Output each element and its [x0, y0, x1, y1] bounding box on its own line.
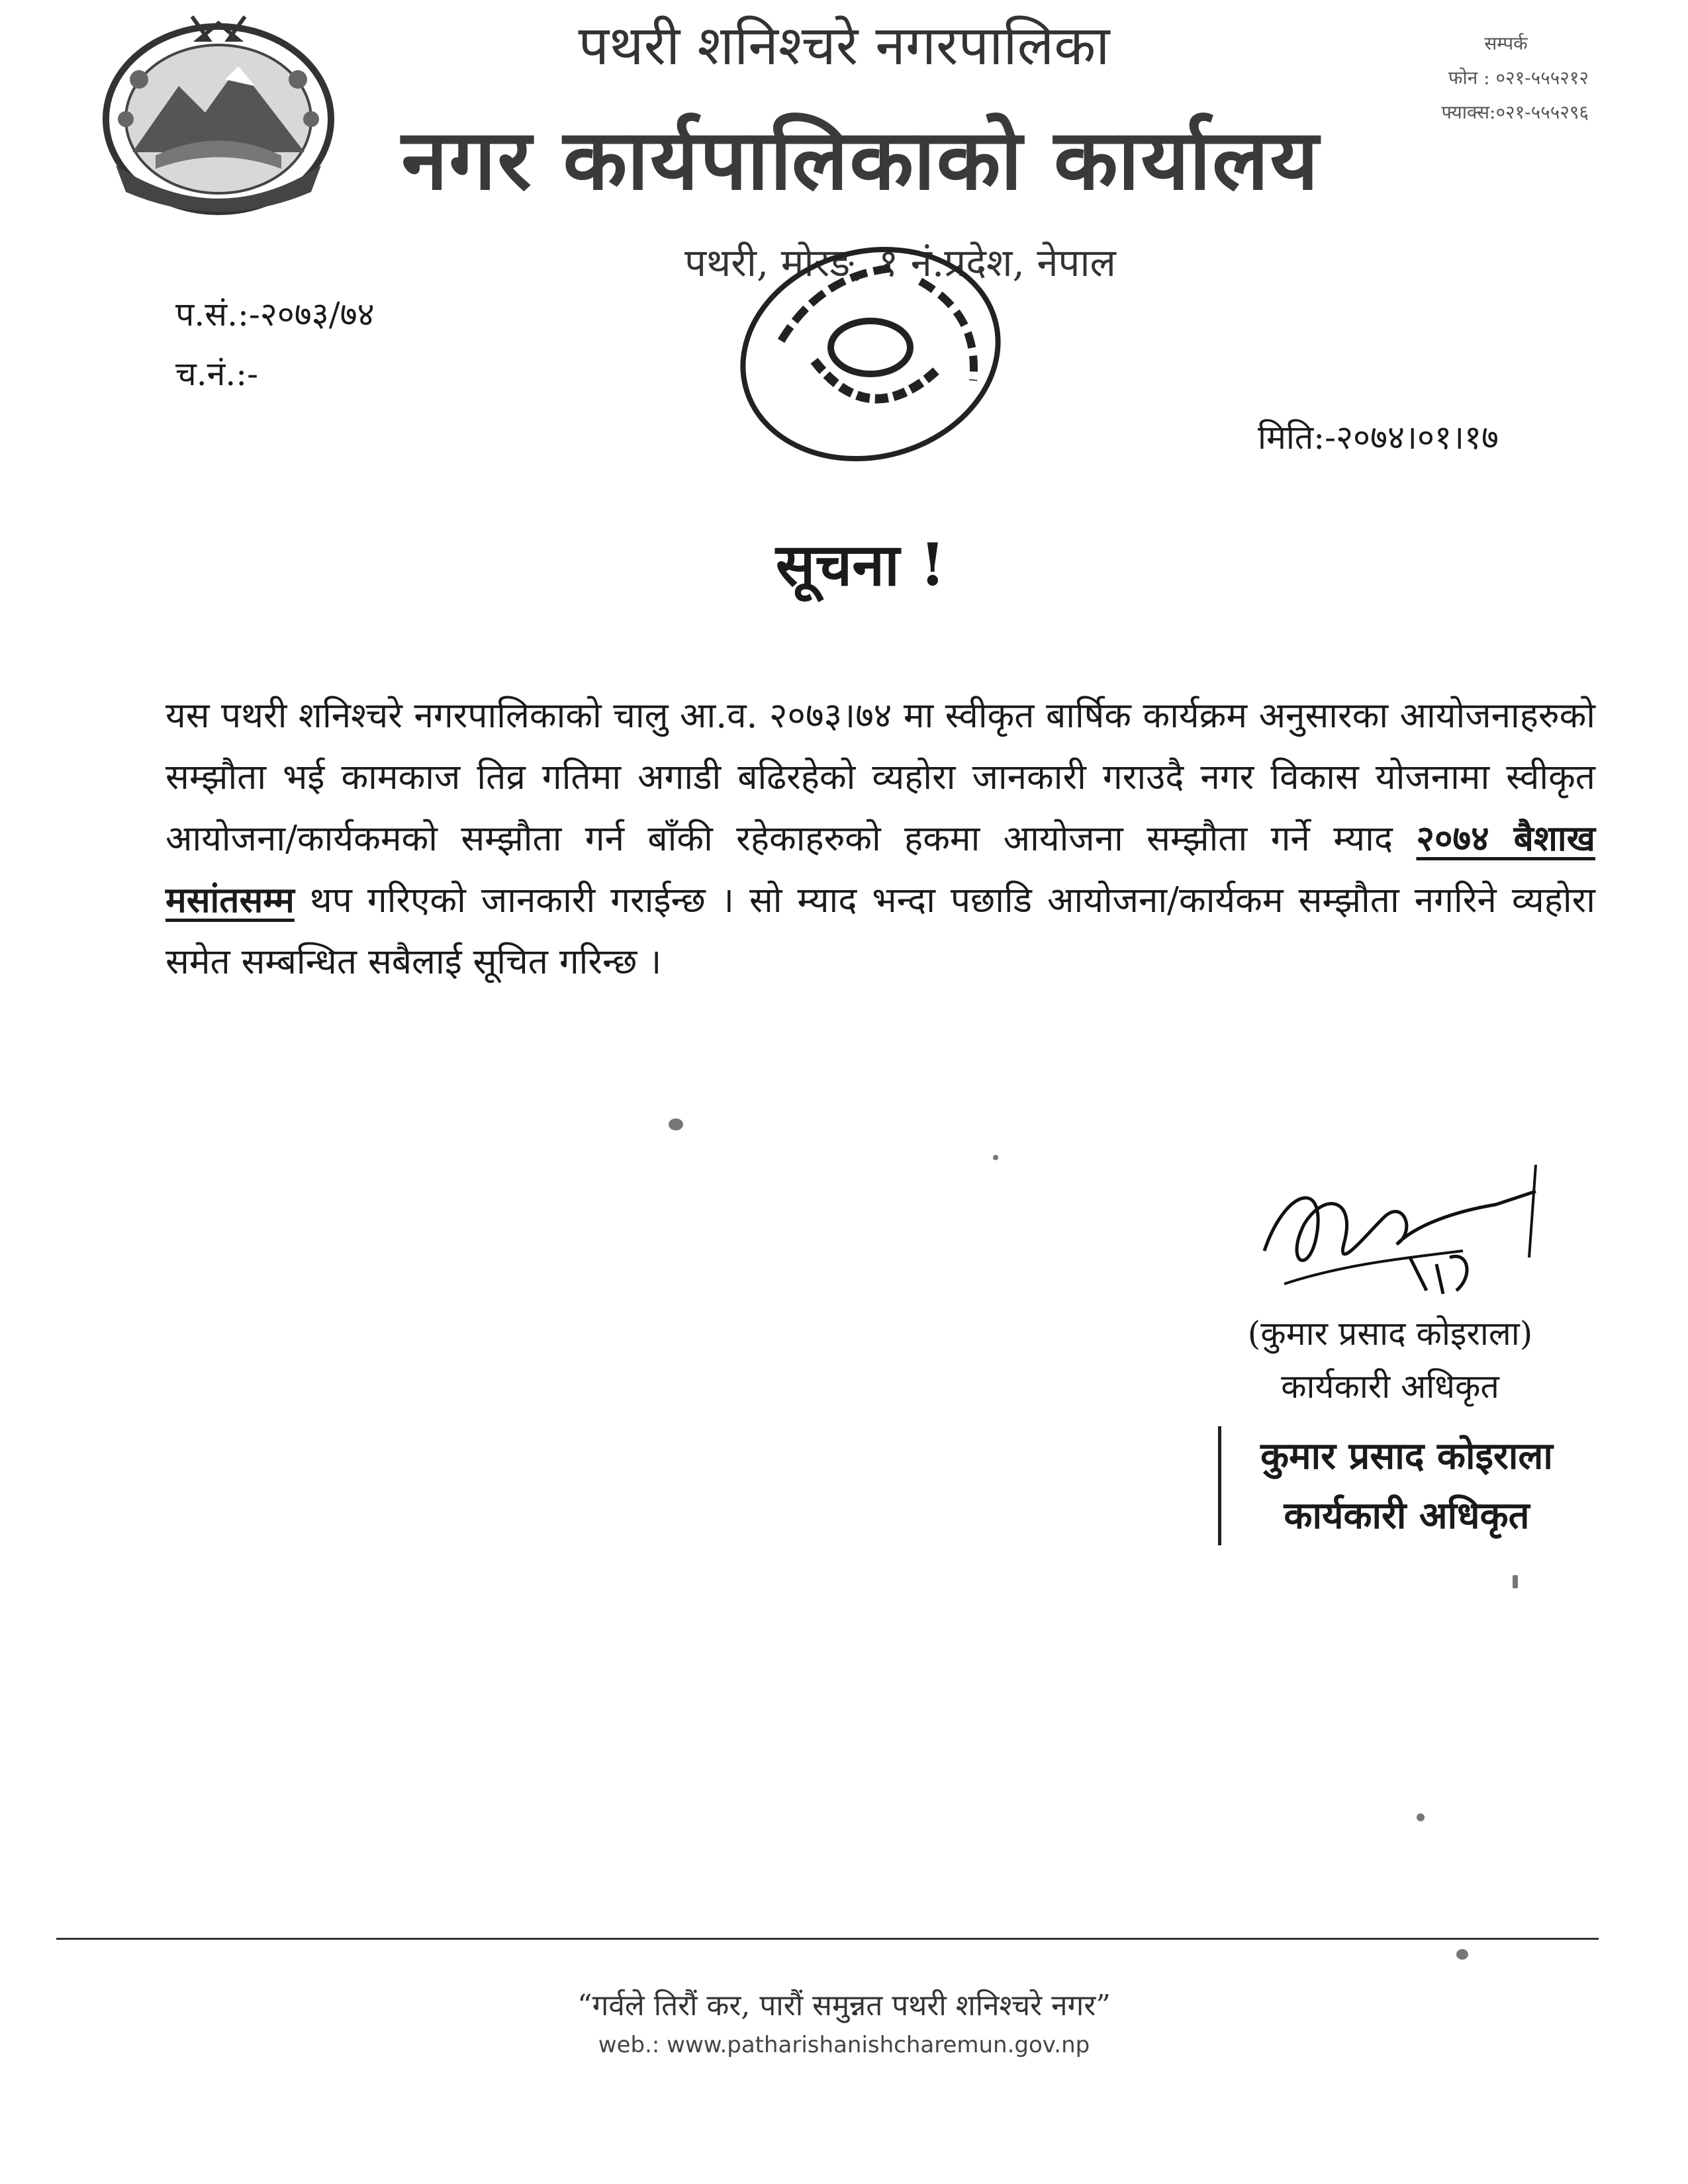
reference-block — [175, 285, 375, 404]
footer-website: web.: www.patharishanishcharemun.gov.np — [598, 2032, 1090, 2058]
letter-number: प.सं.:-२०७३/७४ — [175, 295, 375, 334]
contact-phone: फोन : ०२१-५५५२१२ — [1448, 67, 1589, 89]
signatory-title: कार्यकारी अधिकृत — [1281, 1367, 1499, 1406]
municipality-name: पथरी शनिश्चरे नगरपालिका — [578, 15, 1110, 77]
signature-icon — [1244, 1152, 1562, 1310]
notice-body — [165, 685, 1595, 993]
notice-title: सूचना ! — [775, 530, 946, 599]
office-name: नगर कार्यपालिकाको कार्यालय — [401, 111, 1320, 208]
issue-date: मिति:-२०७४।०१।१७ — [1258, 418, 1499, 457]
contact-block — [1370, 26, 1589, 130]
footer-divider — [56, 1938, 1599, 1940]
government-emblem-icon — [93, 13, 344, 218]
notice-body-part-1: यस पथरी शनिश्चरे नगरपालिकाको चालु आ.व. २०७३।७४ मा स्वीकृत बार्षिक कार्यक्रम अनुसारका आयोजनाहरुको सम्झौता भई कामकाज तिव्र गतिमा अगाडी बढिरहेको व्यहोरा जानकारी गराउदै नगर विकास योजनामा स्वीकृत आयोजना/कार्यकमको सम्झौता गर्न बाँकी रहेकाहरुको हकमा आयोजना सम्झौता गर्ने म्याद — [165, 696, 1595, 859]
contact-label: सम्पर्क — [1484, 32, 1528, 54]
notice-body-part-2: थप गरिएको जानकारी गराईन्छ । सो म्याद भन्दा पछाडि आयोजना/कार्यकम सम्झौता नगरिने व्यहोरा समेत सम्बन्धित सबैलाई सूचित गरिन्छ । — [165, 880, 1595, 982]
footer-motto: “गर्वले तिरौं कर, पारौं समुन्नत पथरी शनिश्चरे नगर” — [577, 1989, 1111, 2023]
scan-speck — [1456, 1949, 1468, 1960]
signatory-stamp-title: कार्यकारी अधिकृत — [1284, 1494, 1530, 1537]
contact-fax: फ्याक्स:०२१-५५५२९६ — [1441, 101, 1589, 123]
office-address: पथरी, मोरङ, १ नं.प्रदेश, नेपाल — [684, 240, 1116, 285]
signatory-stamp — [1218, 1426, 1592, 1545]
scan-speck — [669, 1118, 683, 1130]
scan-speck — [1417, 1813, 1425, 1821]
dispatch-number: च.नं.:- — [175, 355, 259, 393]
signatory-stamp-name: कुमार प्रसाद कोइराला — [1260, 1434, 1553, 1478]
scan-speck — [1513, 1575, 1518, 1588]
signatory-name: (कुमार प्रसाद कोइराला) — [1247, 1314, 1533, 1353]
deadline-highlight: २०७४ बैशाख मसांतसम्म — [165, 818, 1595, 921]
scan-speck — [993, 1155, 998, 1160]
office-stamp-icon — [722, 235, 1019, 473]
signatory-block — [1185, 1307, 1595, 1413]
